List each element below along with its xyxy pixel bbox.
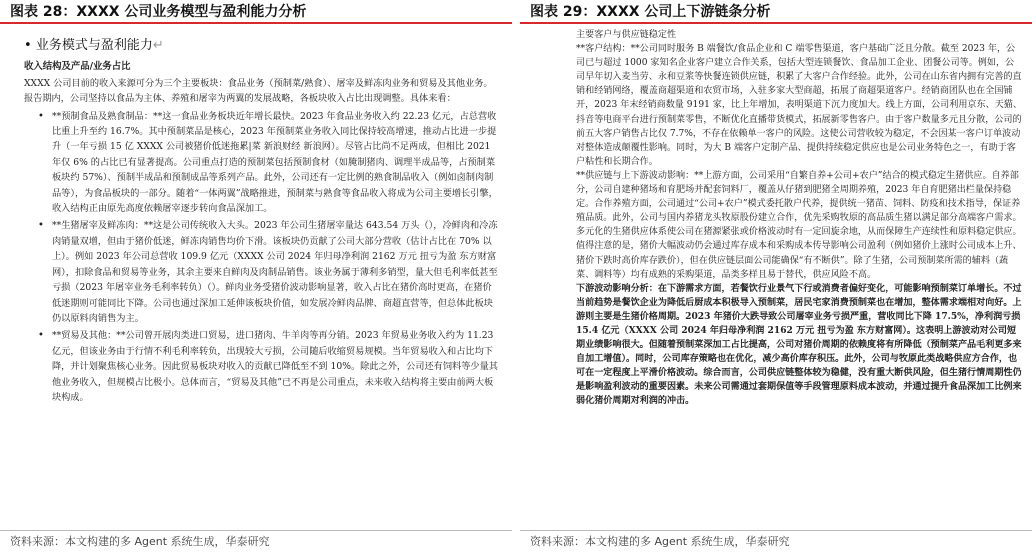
intro-paragraph: XXXX 公司目前的收入来源可分为三个主要板块：食品业务（预制菜/熟食）、屠宰及鲜冻肉业务和贸易及其他业务。报告期内，公司坚持以食品为主体、养殖和屠宰为两翼的发展战略，各板块收入占比出现调整。具体来看：: [24, 77, 493, 105]
figure-title: 图表 29：XXXX 公司上下游链条分析: [520, 0, 1032, 24]
document-page: [520, 26, 1032, 409]
figure-28: [0, 0, 512, 548]
source-note: 资料来源：本文构建的多 Agent 系统生成，华泰研究: [0, 530, 512, 556]
list-item: • **贸易及其他：**公司曾开展肉类进口贸易，进口猪肉、牛羊肉等再分销。2023 年贸易业务收入约为 11.23 亿元，但该业务由于行情不利毛利率转负，出现较大亏损，公司随后收缩贸易规模。当年贸易收入和占比均下降，并计划聚焦核心业务。因此贸易板块对收入的贡献已降低至不到 10%。除此之外，公司还有饲料等少量其他业务收入，但规模占比极小。总体而言，“贸易及其他”已不再是公司重点，未来收入结构将主要由前两大板块构成。: [38, 330, 498, 403]
list-item: • **生猪屠宰及鲜冻肉：**这是公司传统收入大头。2023 年公司生猪屠宰量达 643.54 万头（），冷鲜肉和冷冻肉销量双增，但由于猪价低迷，鲜冻肉销售均价下滑。该板块仍贡献了公司大部分营收（估计占比在 70% 以上）。例如 2023 年公司总营收 109.9 亿元（XXXX 公司 2024 年归母净利润 2162 万元 扭亏为盈 东方财富网），扣除食品和贸易等业务，其余主要来自鲜肉及肉制品销售。该业务属于薄利多销型，量大但毛利率低甚至亏损（2023 年屠宰业务毛利率转负）（）。鲜肉业务受猪价波动影响显著，收入占比在猪价高时更高，在猪价低迷期则可能同比下降。公司也通过深加工延伸该板块价值，如发展冷鲜肉品牌、商超直营等，但总体此板块仍以原料肉销售为主。: [38, 220, 498, 324]
document-page: [0, 26, 512, 405]
bullet-icon: •: [38, 220, 44, 232]
figure-29: [520, 0, 1032, 548]
subheading: 收入结构及产品/业务占比: [24, 61, 131, 73]
list-item: • **预制食品及熟食制品：**这一食品业务板块近年增长最快。2023 年食品业务收入约 22.23 亿元，占总营收比重上升至约 16.7%。其中预制菜品是核心，2023 年预制菜业务收入同比保持较高增速，推动占比进一步提升（一年亏损 15 亿 XXXX 公司被猪价低迷拖累|菜 新浪财经 新浪网）。尽管占比尚不足两成，但相比 2021 年仅 6% 的占比已有显著提高。公司重点打造的预制菜包括预制食材（如腌制猪肉、调理半成品等，占预制菜板块约 57%）、预制半成品和预制成品等系列产品。此外，公司还有一定比例的熟食制品收入（例如卤制肉制品等），为食品板块的一部分。随着“一体两翼”战略推进，预制菜与熟食等食品收入将成为公司主要增长引擎，收入结构正由原先高度依赖屠宰逐步转向食品深加工。: [38, 110, 498, 215]
bullet-list: [24, 109, 498, 406]
figure-title: 图表 28：XXXX 公司业务模型与盈利能力分析: [0, 0, 512, 24]
bullet-icon: •: [38, 110, 44, 122]
paragraph: **客户结构：**公司同时服务 B 端餐饮/食品企业和 C 端零售渠道，客户基础广泛且分散。截至 2023 年，公司已与超过 1000 家知名企业客户建立合作关系，包括大型连锁餐饮、食品加工企业、团餐公司等。例如，公司早年切入麦当劳、永和豆浆等快餐连锁供应链，积累了大客户合作经验。此外，公司在山东省内拥有完善的直销和经销网络，覆盖商超渠道和农贸市场，入驻多家大型商超，拓展了商超渠道客户。经销商团队也在全国铺开，2023 年末经销商数量 9191 家，比上年增加，表明渠道下沉力度加大。线上方面，公司利用京东、天猫、抖音等电商平台进行预制菜零售，不断优化直播带货模式，拓展新零售客户。由于客户数量多元且分散，公司的前五大客户销售占比仅 7.7%，不存在依赖单一客户的风险。这使公司营收较为稳定，不会因某一客户订单波动对整体造成颠覆性影响。同时，为大 B 端客户定制产品、提供持续稳定供应也是公司业务特色之一，有助于客户粘性和长期合作。: [576, 44, 1022, 167]
figure-body: [0, 26, 512, 527]
source-note: 资料来源：本文构建的多 Agent 系统生成，华泰研究: [520, 530, 1032, 556]
paragraph: 下游波动影响分析：在下游需求方面，若餐饮行业景气下行或消费者偏好变化，可能影响预制菜订单增长。不过当前趋势是餐饮企业为降低后厨成本积极导入预制菜，居民宅家消费预制菜也在增加，整体需求端相对向好。上游则主要是生猪价格周期。2023 年猪价大跌导致公司屠宰业务亏损严重，营收同比下降 17.5%，净利润亏损 15.4 亿元（XXXX 公司 2024 年归母净利润 2162 万元 扭亏为盈 东方财富网）。这表明上游波动对公司短期业绩影响很大。但随着预制菜深加工占比提高，公司对猪价周期的依赖度将有所降低（预制菜产品毛利更多来自加工增值）。同时，公司库存策略也在优化，减少高价库存积压。此外，公司与牧原此类战略供应方合作，也可在一定程度上平滑价格波动。综合而言，公司供应链整体较为稳健，没有重大断供风险，但生猪行情周期性仍是影响盈利波动的重要因素。未来公司需通过套期保值等手段管理原料成本波动，并通过提升食品深加工比例来弱化猪价周期对利润的冲击。: [576, 282, 1022, 407]
paragraph: **供应链与上下游波动影响：**上游方面，公司采用“自繁自养+公司+农户”结合的模式稳定生猪供应。自养部分，公司自建种猪场和育肥场并配套饲料厂，覆盖从仔猪到肥猪全周期养殖，2023 年自育肥猪出栏量保持稳定。合作养殖方面，公司通过“公司+农户”模式委托散户代养，提供统一猪苗、饲料、防疫和技术指导，保证养殖品质。此外，公司与国内养猪龙头牧原股份建立合作，优先采购牧原的高品质生猪以满足部分高端客户需求。多元化的生猪供应体系使公司在猪源紧张或价格波动时有一定回旋余地，从而保障生产连续性和原料稳定供应。值得注意的是，猪价大幅波动仍会通过库存成本和采购成本传导影响公司盈利（例如猪价上涨时公司成本上升、猪价下跌时高价库存跌价），但在供应链层面公司能确保“有不断供”。除了生猪，公司预制菜所需的辅料（蔬菜、调料等）均有成熟的采购渠道，品类多样且易于替代，供应风险不高。: [576, 170, 1022, 280]
figure-body: [520, 26, 1032, 527]
section-heading: • 业务模式与盈利能力↵: [24, 38, 164, 53]
bullet-icon: •: [38, 330, 44, 342]
paragraph: 主要客户与供应链稳定性: [576, 30, 677, 40]
